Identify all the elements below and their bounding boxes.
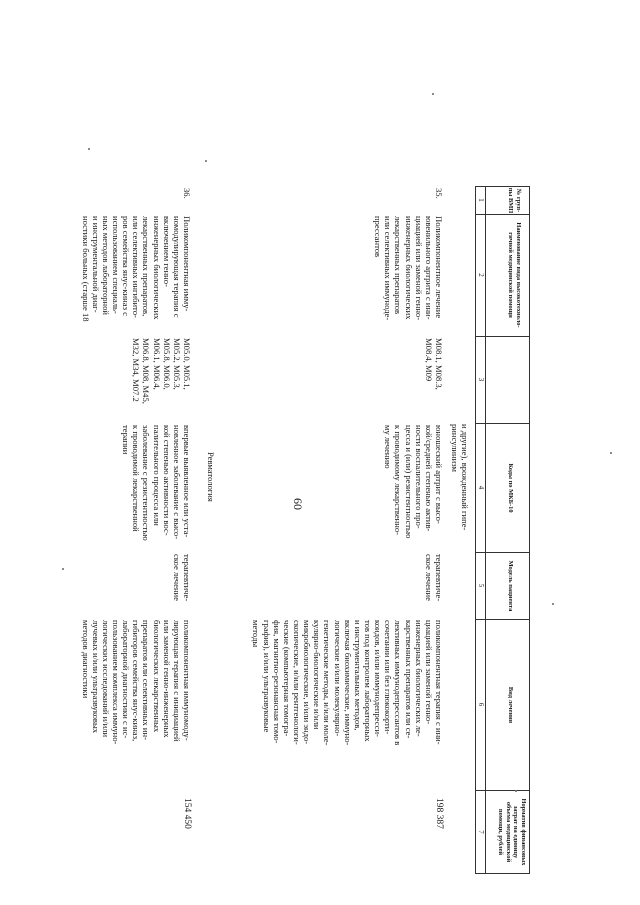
treatment-method: поликомпонентная иммуномоду- лирующая терапия с инициацией или заменой генно-инженерных биологических лекарственных препаратов или селективных ин- гибиторов семейства янус-киназ, лабораторной диагностики с ис- пользованием комплекса иммуно- логических исследований и/или лучевых и/или ультразвуковых методов диагностики xyxy=(80,620,192,745)
column-number: 3 xyxy=(477,377,485,382)
cost-standard: 154 450 xyxy=(182,798,192,829)
scan-speck xyxy=(610,452,612,454)
header-group: № груп- пы ВМП xyxy=(507,187,522,214)
column-number: 1 xyxy=(477,198,485,202)
header-bottom-rule xyxy=(485,186,486,874)
cost-standard: 198 387 xyxy=(434,798,444,829)
scan-speck xyxy=(552,603,554,605)
treatment-method: поликомпонентная терапия с ини- циацией или заменой генно- инженерных биологических ле- карственных препаратов или се- лективных иммунодепрессантов в сочетании или без глюкокорти- коидов, и/или иммунодепресси- тов под контролем лабораторных и инструментальных методов, включая биохимические, иммуно- логические и/или молекулярно- генетические методы, и/или моле- кулярно-биологические и/или микробиологические, и/или эндо- скопические, и/или рентгенологи- ческие (компьютерная томогра- фия, магнитно-резонансная томо- графия), и/или ультразвуковые методы xyxy=(251,620,444,746)
continuation-text: и другие), врожденный гипе- ринсулинизм xyxy=(449,424,470,531)
header-patient-model: Модель пациента xyxy=(507,560,514,612)
care-type-name: Поликомпонентная имму- номодулирующая терапия с включением генно- инженерных биологических лекарственных препаратов, или селективных ингибито- ров семейства янус-киназ с использованием специаль- ных методов лабораторной и инструментальной диаг- ностики больных (старше 18 xyxy=(80,216,192,322)
column-number: 5 xyxy=(477,583,485,588)
header-treatment-type: Вид лечения xyxy=(507,686,514,724)
column-number: 2 xyxy=(477,273,485,277)
treatment-type: терапевтиче- ское лечение xyxy=(423,554,444,602)
page-number: 60 xyxy=(291,498,305,510)
scan-speck xyxy=(205,160,207,162)
medical-care-table xyxy=(80,186,530,874)
scan-speck xyxy=(515,790,517,792)
scan-speck xyxy=(88,148,90,150)
group-number: 36. xyxy=(182,188,192,199)
scan-speck xyxy=(62,568,64,570)
patient-model: впервые выявленное или уста- новленное заболевание с высо- кой степенью активности вос- палительного процесса или заболевание с резистентностью к проводимой лекарственной терапии xyxy=(121,425,192,541)
patient-model: юношеский артрит с высо- кой/средней степенью актив- ности воспалительного про- цесса и (или) резистентностью к проводимому лекарственно- му лечению xyxy=(383,425,444,539)
column-number: 4 xyxy=(477,485,485,490)
group-number: 35. xyxy=(434,188,444,199)
header-care-type: Наименование вида высокотехноло- гичной медицинской помощи xyxy=(507,222,522,328)
section-title: Ревматология xyxy=(206,452,216,502)
scan-speck xyxy=(432,93,434,95)
table-top-rule xyxy=(529,186,530,874)
icd-codes: M08.1, M08.3, M08.4, M09 xyxy=(423,338,444,390)
care-type-name: Поликомпонентное лечение ювенильного артрита с ини- циацией или заменой генно- инженерных биологических лекарственных препаратов или селективных иммуноде- прессантов xyxy=(373,216,444,321)
treatment-type: терапевтиче- ское лечение xyxy=(171,554,192,602)
header-icd-codes: Коды по МКБ-10 xyxy=(507,463,514,513)
column-number: 7 xyxy=(477,830,485,834)
icd-codes: M05.0, M05.1, M05.2, M05.3, M05.8, M06.0, M06.1, M06.4, M06.8, M08, M45, M32, M34, M07.2 xyxy=(131,338,192,404)
column-number: 6 xyxy=(477,702,485,707)
header-cost: Норматив финансовых затрат на единицу объема медицинской помощи, рублей xyxy=(496,798,527,866)
